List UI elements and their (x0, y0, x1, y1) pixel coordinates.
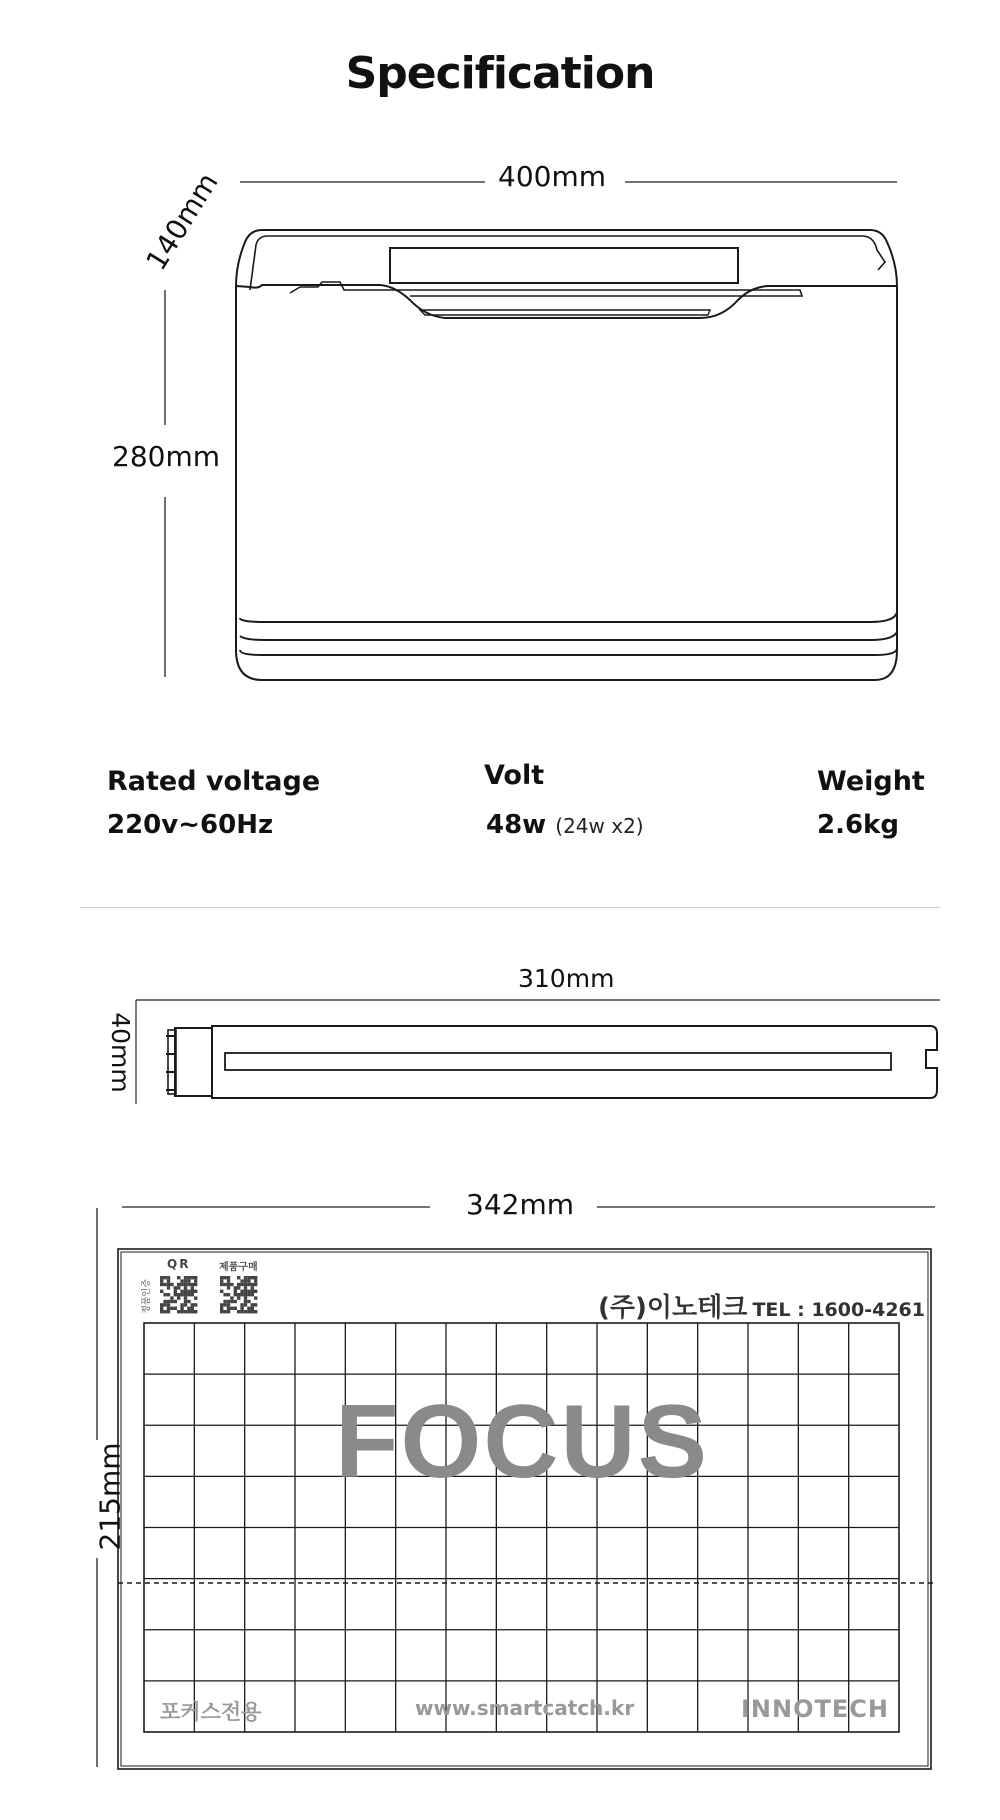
box-height-label: 280mm (104, 440, 228, 473)
spec-value-volt-main: 48w (486, 810, 547, 840)
box-width-label: 400mm (490, 160, 614, 193)
board-height-label: 215mm (93, 1442, 127, 1551)
qr-code-icon (160, 1276, 197, 1313)
board-width-label: 342mm (458, 1188, 582, 1221)
qr-label: QR (167, 1257, 191, 1271)
qr-side-label: 정품인증 (141, 1279, 152, 1314)
lamp-length-label: 310mm (510, 964, 622, 993)
lamp-height-label: 40mm (105, 1012, 135, 1093)
spec-value-volt (486, 810, 644, 840)
spec-value-voltage: 220v~60Hz (107, 810, 274, 840)
page-title: Specification (345, 48, 655, 99)
footer-brand-logo: INNOTECH (741, 1695, 889, 1723)
company-tel: TEL : 1600-4261 (752, 1299, 925, 1321)
section-divider (80, 907, 940, 908)
buy-label: 제품구매 (219, 1262, 258, 1273)
box-depth-label: 140mm (139, 166, 225, 277)
spec-heading-weight: Weight (817, 766, 925, 797)
footer-center-text: www.smartcatch.kr (415, 1696, 635, 1720)
spec-heading-volt: Volt (484, 760, 545, 791)
spec-value-volt-sub: (24w x2) (555, 814, 644, 838)
box-diagram (0, 150, 1000, 690)
company-name (598, 1287, 925, 1324)
brand-text: FOCUS (335, 1384, 709, 1500)
spec-heading-voltage: Rated voltage (107, 766, 321, 797)
spec-value-weight: 2.6kg (817, 810, 899, 840)
qr-code-icon (220, 1276, 257, 1313)
footer-left-text: 포커스전용 (160, 1700, 262, 1724)
lamp-diagram (0, 990, 1000, 1110)
company-label: (주)이노테크 (598, 1293, 748, 1323)
